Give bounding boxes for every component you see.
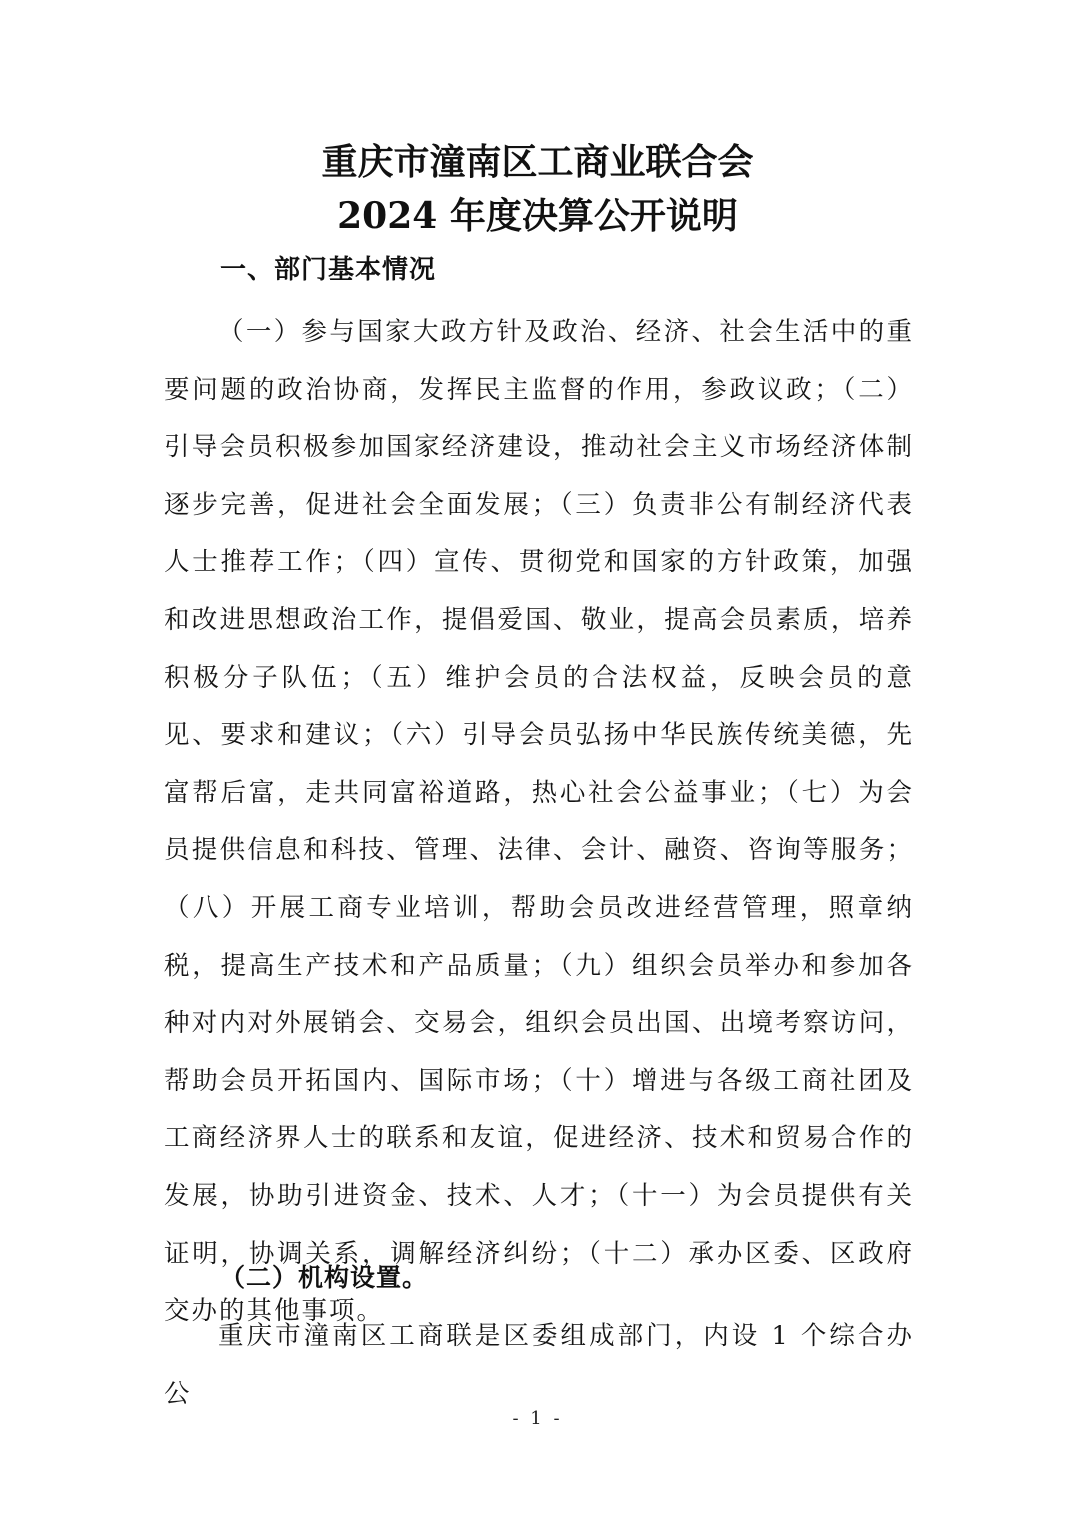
section-paragraph-functions: （一）参与国家大政方针及政治、经济、社会生活中的重要问题的政治协商，发挥民主监督的作用，参政议政；（二）引导会员积极参加国家经济建设，推动社会主义市场经济体制逐步完善，促进社会全面发展；（三）负责非公有制经济代表人士推荐工作；（四）宣传、贯彻党和国家的方针政策，加强和改进思想政治工作，提倡爱国、敬业，提高会员素质，培养积极分子队伍；（五）维护会员的合法权益，反映会员的意见、要求和建议；（六）引导会员弘扬中华民族传统美德，先富帮后富，走共同富裕道路，热心社会公益事业；（七）为会员提供信息和科技、管理、法律、会计、融资、咨询等服务；（八）开展工商专业培训，帮助会员改进经营管理，照章纳税，提高生产技术和产品质量；（九）组织会员举办和参加各种对内对外展销会、交易会，组织会员出国、出境考察访问，帮助会员开拓国内、国际市场；（十）增进与各级工商社团及工商经济界人士的联系和友谊，促进经济、技术和贸易合作的发展，协助引进资金、技术、人才；（十一）为会员提供有关证明，协调关系，调解经济纠纷；（十二）承办区委、区政府交办的其他事项。	[164, 317, 914, 1327]
document-title-line-1: 重庆市潼南区工商业联合会	[321, 141, 754, 183]
document-title-line-2: 2024 年度决算公开说明	[337, 195, 738, 237]
subsection-heading-organization: （二）机构设置。	[220, 1263, 429, 1292]
section-heading-basic-info: 一、部门基本情况	[220, 255, 437, 285]
page-number: - 1 -	[512, 1408, 563, 1429]
subsection-paragraph-organization: 重庆市潼南区工商联是区委组成部门，内设 1 个综合办公	[164, 1321, 914, 1409]
